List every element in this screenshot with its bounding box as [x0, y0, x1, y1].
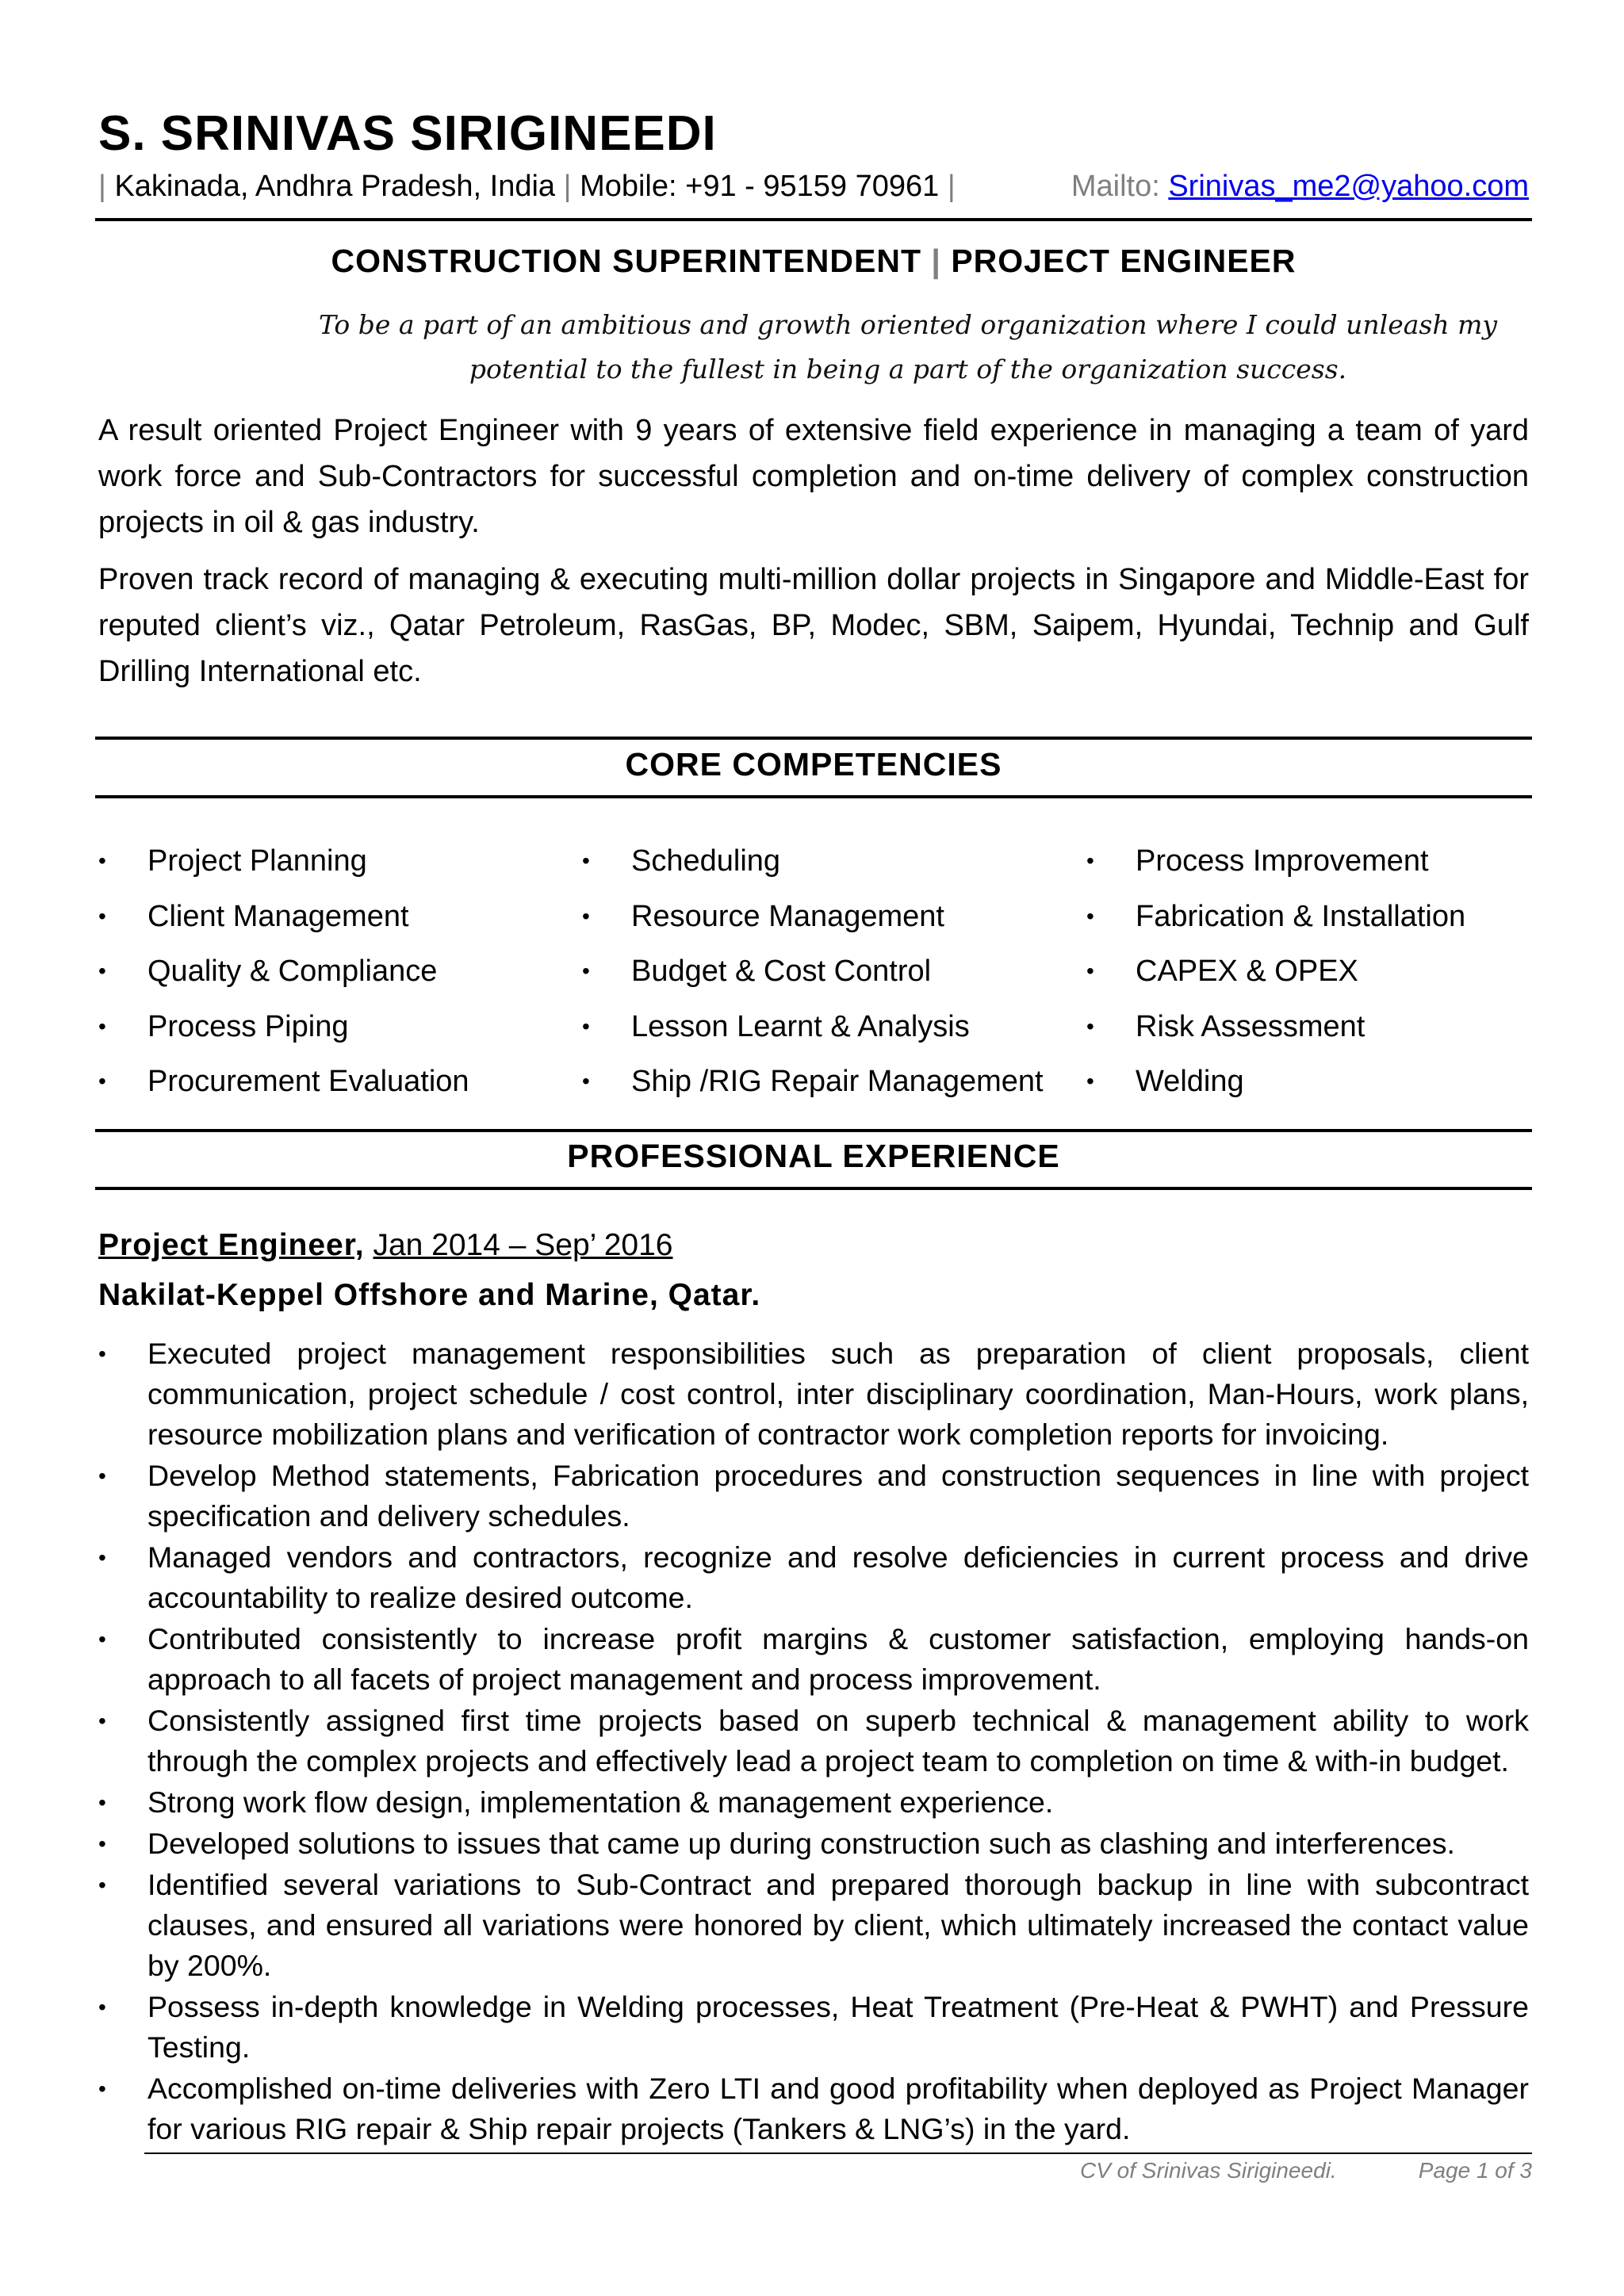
- bullet-icon: •: [582, 1069, 590, 1093]
- section-divider: [95, 1129, 1532, 1132]
- bullet-icon: •: [1086, 1013, 1094, 1039]
- mobile-number: +91 - 95159 70961: [685, 170, 940, 203]
- job-role: Project Engineer,: [98, 1228, 365, 1262]
- bullet-icon: •: [98, 1831, 106, 1856]
- footer-divider: [144, 2152, 1532, 2154]
- list-item: • Managed vendors and contractors, recognize and resolve deficiencies in current process and drive accountability to realize desired outcome.: [98, 1537, 1529, 1618]
- bullet-icon: •: [1086, 959, 1094, 983]
- section-divider: [95, 737, 1532, 740]
- role-secondary: PROJECT ENGINEER: [951, 243, 1297, 279]
- competency-row: • Quality & Compliance • Budget & Cost Control • CAPEX & OPEX: [98, 949, 1534, 1004]
- competency-row: • Project Planning • Scheduling • Process Improvement: [98, 839, 1534, 894]
- candidate-name: S. SRINIVAS SIRIGINEEDI: [98, 106, 717, 161]
- email-line: [1071, 168, 1529, 205]
- bullet-icon: •: [582, 1013, 590, 1039]
- role-separator: |: [931, 243, 941, 279]
- competency-row: • Client Management • Resource Management • Fabrication & Installation: [98, 894, 1534, 950]
- summary-paragraph: A result oriented Project Engineer with 9 years of extensive field experience in managing a team of yard work force and Sub-Contractors for successful completion and on-time delivery of complex construction projects in oil & gas industry.: [98, 414, 1529, 539]
- role-title: [95, 240, 1532, 281]
- competency-row: • Process Piping • Lesson Learnt & Analysis • Risk Assessment: [98, 1004, 1534, 1060]
- list-item: • Contributed consistently to increase profit margins & customer satisfaction, employing hands-on approach to all facets of project management and process improvement.: [98, 1619, 1529, 1700]
- list-item: • Accomplished on-time deliveries with Zero LTI and good profitability when deployed as Project Manager for various RIG repair & Ship repair projects (Tankers & LNG’s) in the yard.: [98, 2068, 1529, 2149]
- section-divider: [95, 1187, 1532, 1190]
- list-item: • Consistently assigned first time projects based on superb technical & management ability to work through the complex projects and effectively lead a project team to completion on time & with-in budget.: [98, 1701, 1529, 1781]
- job-dates: Jan 2014 – Sep’ 2016: [373, 1228, 673, 1262]
- bullet-icon: •: [98, 1995, 106, 2019]
- competency-row: • Procurement Evaluation • Ship /RIG Repair Management • Welding: [98, 1059, 1534, 1115]
- bullet-icon: •: [98, 1627, 106, 1651]
- bullet-icon: •: [98, 1069, 106, 1093]
- bullet-icon: •: [582, 959, 590, 983]
- list-item: • Possess in-depth knowledge in Welding processes, Heat Treatment (Pre-Heat & PWHT) and Pressure Testing.: [98, 1987, 1529, 2068]
- responsibilities-list: [98, 1334, 1529, 2150]
- bullet-icon: •: [98, 1545, 106, 1570]
- bullet-icon: •: [98, 1341, 106, 1366]
- footer-cv-label: CV of Srinivas Sirigineedi.: [1080, 2158, 1337, 2183]
- separator: |: [947, 170, 956, 203]
- bullet-icon: •: [98, 1464, 106, 1488]
- footer-page-number: Page 1 of 3: [1418, 2158, 1532, 2183]
- company-name: Nakilat-Keppel Offshore and Marine, Qatar.: [98, 1278, 761, 1312]
- bullet-icon: •: [1086, 903, 1094, 928]
- job-title-line: [98, 1225, 673, 1266]
- bullet-icon: •: [582, 903, 590, 928]
- location: Kakinada, Andhra Pradesh, India: [114, 170, 556, 203]
- bullet-icon: •: [98, 903, 106, 928]
- header-divider: [95, 218, 1532, 221]
- contact-line: [98, 168, 956, 205]
- mailto-label: Mailto:: [1071, 170, 1160, 203]
- bullet-icon: •: [98, 1873, 106, 1897]
- summary-paragraph: Proven track record of managing & executing multi-million dollar projects in Singapore and Middle-East for reputed client’s viz., Qatar Petroleum, RasGas, BP, Modec, SBM, Saipem, Hyundai, Technip and Gulf Drilling International etc.: [98, 563, 1529, 688]
- core-competencies-heading: CORE COMPETENCIES: [625, 746, 1002, 783]
- separator: |: [98, 170, 106, 203]
- bullet-icon: •: [582, 848, 590, 873]
- separator: |: [563, 170, 572, 203]
- section-divider: [95, 795, 1532, 798]
- list-item: • Develop Method statements, Fabrication procedures and construction sequences in line with project specification and delivery schedules.: [98, 1456, 1529, 1536]
- list-item: • Executed project management responsibilities such as preparation of client proposals, client communication, project schedule / cost control, inter disciplinary coordination, Man-Hours, work plans, resource mobilization plans and verification of contractor work completion reports for invoicing.: [98, 1334, 1529, 1455]
- objective-statement: To be a part of an ambitious and growth oriented organization where I could unleash my potential to the fullest in being a part of the organization success.: [318, 309, 1498, 385]
- list-item: • Identified several variations to Sub-Contract and prepared thorough backup in line with subcontract clauses, and ensured all variations were honored by client, which ultimately increased the contact value by 200%.: [98, 1865, 1529, 1986]
- bullet-icon: •: [98, 1790, 106, 1815]
- list-item: • Developed solutions to issues that came up during construction such as clashing and interferences.: [98, 1823, 1529, 1864]
- role-primary: CONSTRUCTION SUPERINTENDENT: [331, 243, 922, 279]
- bullet-icon: •: [98, 2076, 106, 2101]
- bullet-icon: •: [98, 959, 106, 983]
- bullet-icon: •: [98, 1709, 106, 1733]
- competencies-grid: [98, 839, 1534, 1115]
- bullet-icon: •: [1086, 848, 1094, 873]
- bullet-icon: •: [98, 848, 106, 873]
- professional-experience-heading: PROFESSIONAL EXPERIENCE: [567, 1138, 1060, 1174]
- mobile-label: Mobile:: [580, 170, 677, 203]
- bullet-icon: •: [98, 1013, 106, 1039]
- list-item: • Strong work flow design, implementation & management experience.: [98, 1782, 1529, 1823]
- bullet-icon: •: [1086, 1069, 1094, 1093]
- email-link[interactable]: Srinivas_me2@yahoo.com: [1168, 170, 1529, 203]
